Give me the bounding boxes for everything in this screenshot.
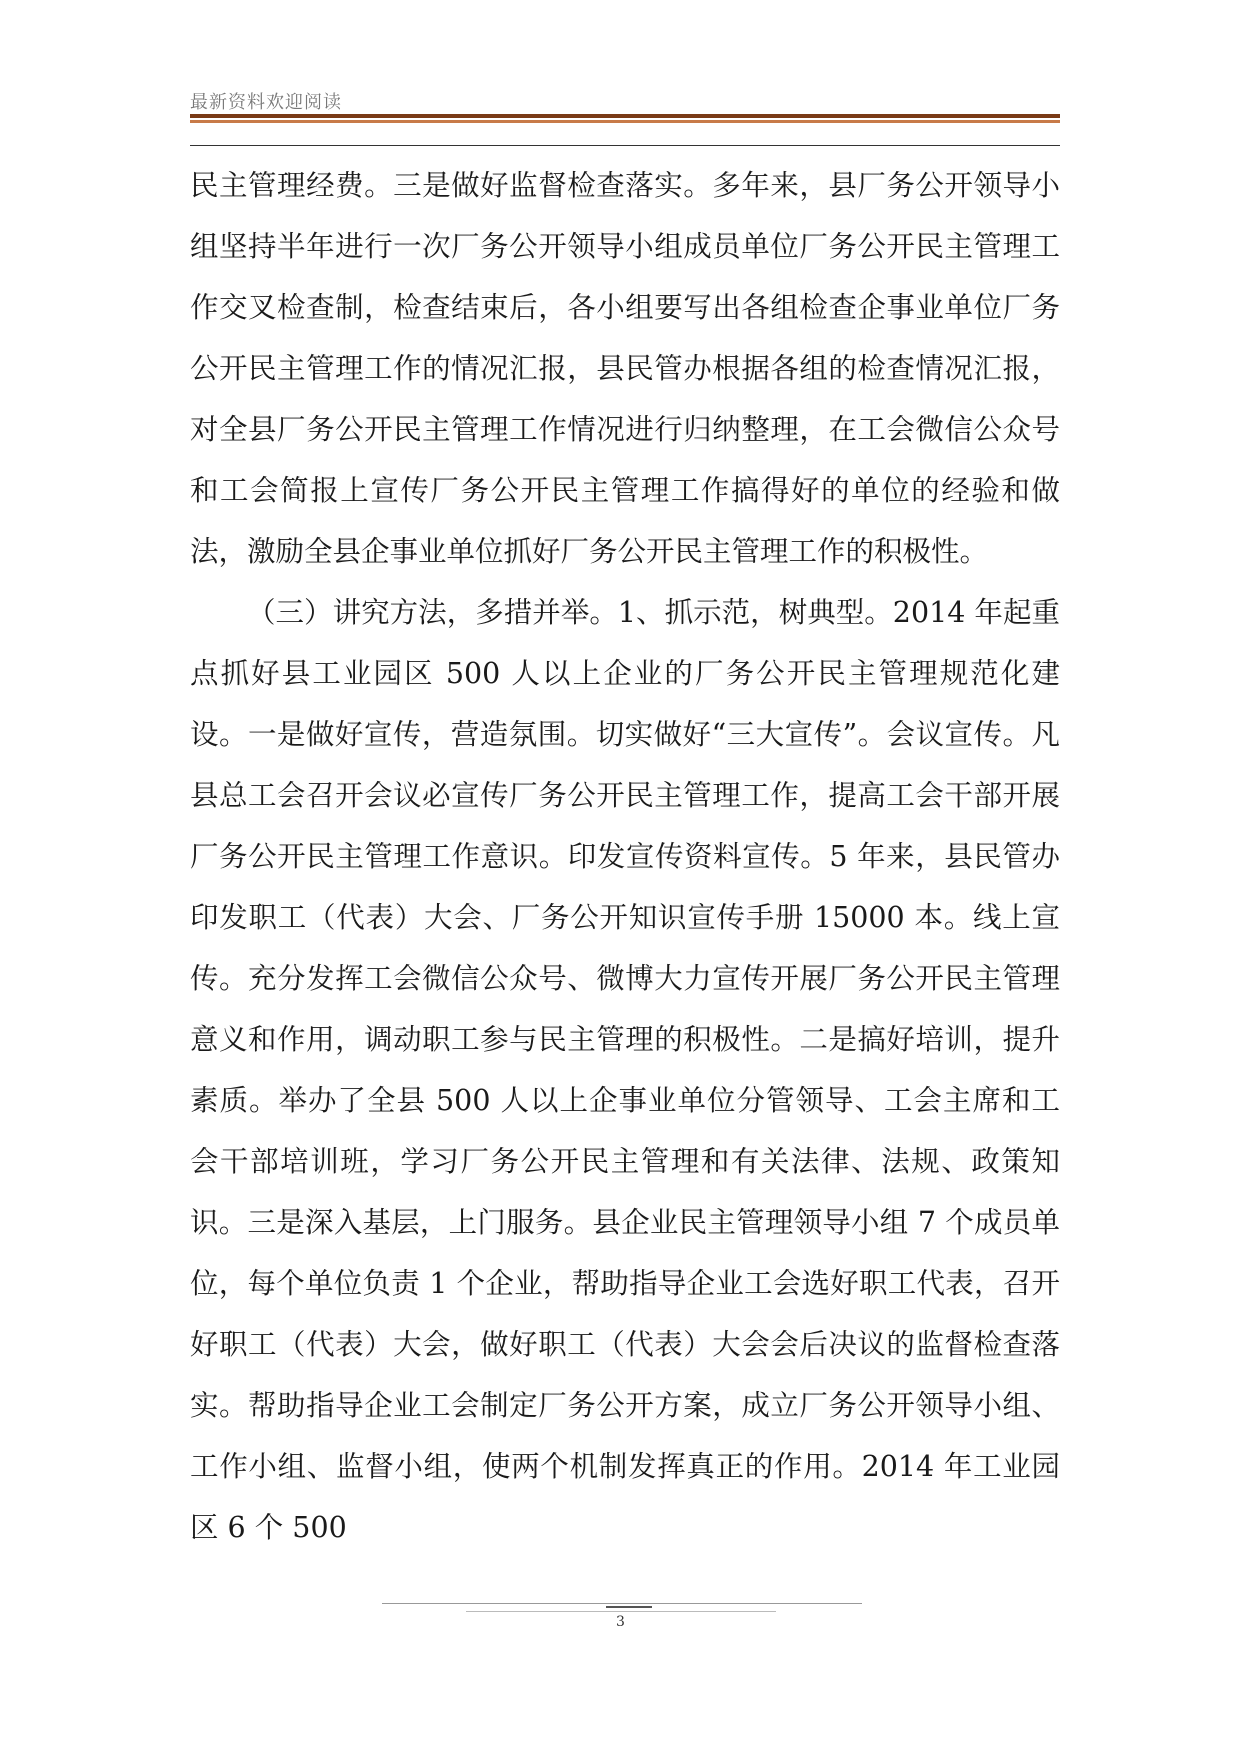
page-number: 3 — [616, 1614, 625, 1630]
paragraph-methods: （三）讲究方法，多措并举。1、抓示范，树典型。2014 年起重点抓好县工业园区 500 人以上企业的厂务公开民主管理规范化建设。一是做好宣传，营造氛围。切实做好“三大宣传”。会议宣传。凡县总工会召开会议必宣传厂务公开民主管理工作，提高工会干部开展厂务公开民主管理工作意识。印发宣传资料宣传。5 年来，县民管办印发职工（代表）大会、厂务公开知识宣传手册 15000 本。线上宣传。充分发挥工会微信公众号、微博大力宣传开展厂务公开民主管理意义和作用，调动职工参与民主管理的积极性。二是搞好培训，提升素质。举办了全县 500 人以上企事业单位分管领导、工会主席和工会干部培训班，学习厂务公开民主管理和有关法律、法规、政策知识。三是深入基层，上门服务。县企业民主管理领导小组 7 个成员单位，每个单位负责 1 个企业，帮助指导企业工会选好职工代表，召开好职工（代表）大会，做好职工（代表）大会会后决议的监督检查落实。帮助指导企业工会制定厂务公开方案，成立厂务公开领导小组、工作小组、监督小组，使两个机制发挥真正的作用。2014 年工业园区 6 个 500 — [190, 596, 1060, 1544]
paragraph-continuation: 民主管理经费。三是做好监督检查落实。多年来，县厂务公开领导小组坚持半年进行一次厂务公开领导小组成员单位厂务公开民主管理工作交叉检查制，检查结束后，各小组要写出各组检查企事业单位厂务公开民主管理工作的情况汇报，县民管办根据各组的检查情况汇报，对全县厂务公开民主管理工作情况进行归纳整理，在工会微信公众号和工会简报上宣传厂务公开民主管理工作搞得好的单位的经验和做法，激励全县企事业单位抓好厂务公开民主管理工作的积极性。 — [190, 169, 1060, 568]
footer-rule-top — [382, 1603, 862, 1604]
document-body — [190, 155, 1060, 1558]
footer-rule-bottom — [466, 1611, 776, 1612]
header-rule-light — [190, 120, 1060, 123]
page-header-title: 最新资料欢迎阅读 — [190, 92, 342, 113]
footer-dash — [606, 1606, 652, 1608]
header-rule-thin — [190, 145, 1060, 146]
header-rule-dark — [190, 114, 1060, 118]
